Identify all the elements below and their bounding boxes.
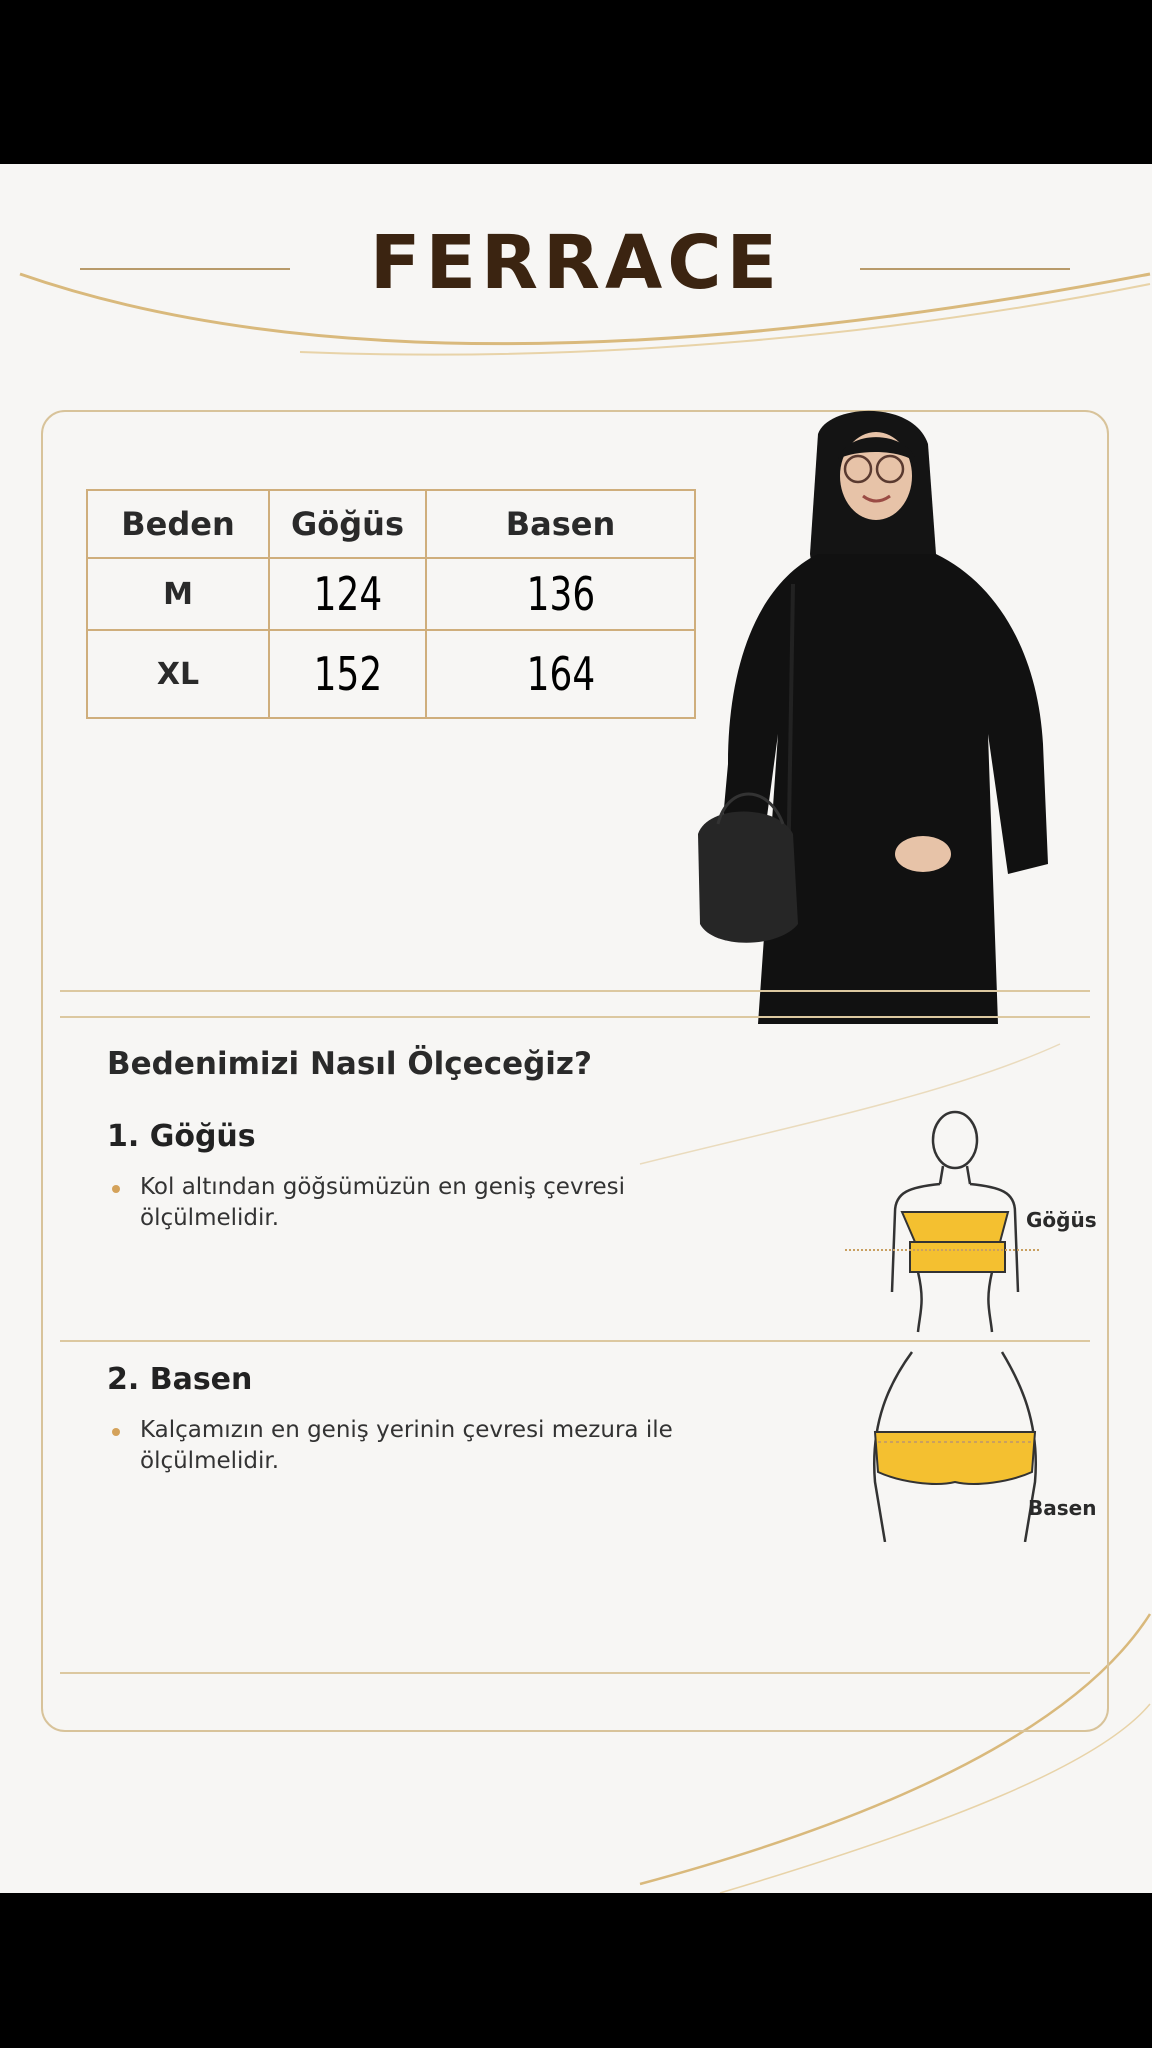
chest-instruction: Kol altından göğsümüzün en geniş çevresi ölçülmelidir. [140, 1174, 626, 1231]
hip-cell [426, 558, 695, 630]
header-beden: Beden [87, 490, 269, 558]
chest-cell [269, 558, 426, 630]
hip-instruction: Kalçamızın en geniş yerinin çevresi mezura ile ölçülmelidir. [140, 1417, 673, 1474]
body-figure-icon [840, 1102, 1040, 1542]
table-row [87, 558, 695, 630]
size-cell [87, 630, 269, 718]
howto-heading: Bedenimizi Nasıl Ölçeceğiz? [107, 1046, 592, 1082]
header-basen: Basen [426, 490, 695, 558]
bullet-dot [112, 1428, 120, 1436]
section-divider [60, 1672, 1090, 1674]
woman-photo [698, 404, 1058, 1024]
table-row [87, 630, 695, 718]
bottom-black-bar [0, 1893, 1152, 2048]
hip-value: 164 [526, 647, 595, 701]
hip-cell [426, 630, 695, 718]
size-chart-sheet [0, 164, 1152, 1893]
top-black-bar [0, 0, 1152, 164]
chest-figure-label: Göğüs [1026, 1208, 1097, 1232]
size-cell [87, 558, 269, 630]
size-label: XL [156, 656, 200, 692]
size-label: M [163, 576, 193, 612]
hip-section-title: 2. Basen [107, 1362, 253, 1397]
hip-figure-label: Basen [1028, 1496, 1097, 1520]
header-gogus: Göğüs [269, 490, 426, 558]
section-divider [60, 1016, 1090, 1018]
section-divider [60, 990, 1090, 992]
chest-value: 152 [313, 647, 382, 701]
table-header-row [87, 490, 695, 558]
page-title: FERRACE [369, 220, 783, 306]
chest-value: 124 [313, 567, 382, 621]
size-table [86, 489, 696, 719]
hip-value: 136 [526, 567, 595, 621]
bullet-dot [112, 1185, 120, 1193]
chest-section-title: 1. Göğüs [107, 1119, 256, 1154]
chest-cell [269, 630, 426, 718]
